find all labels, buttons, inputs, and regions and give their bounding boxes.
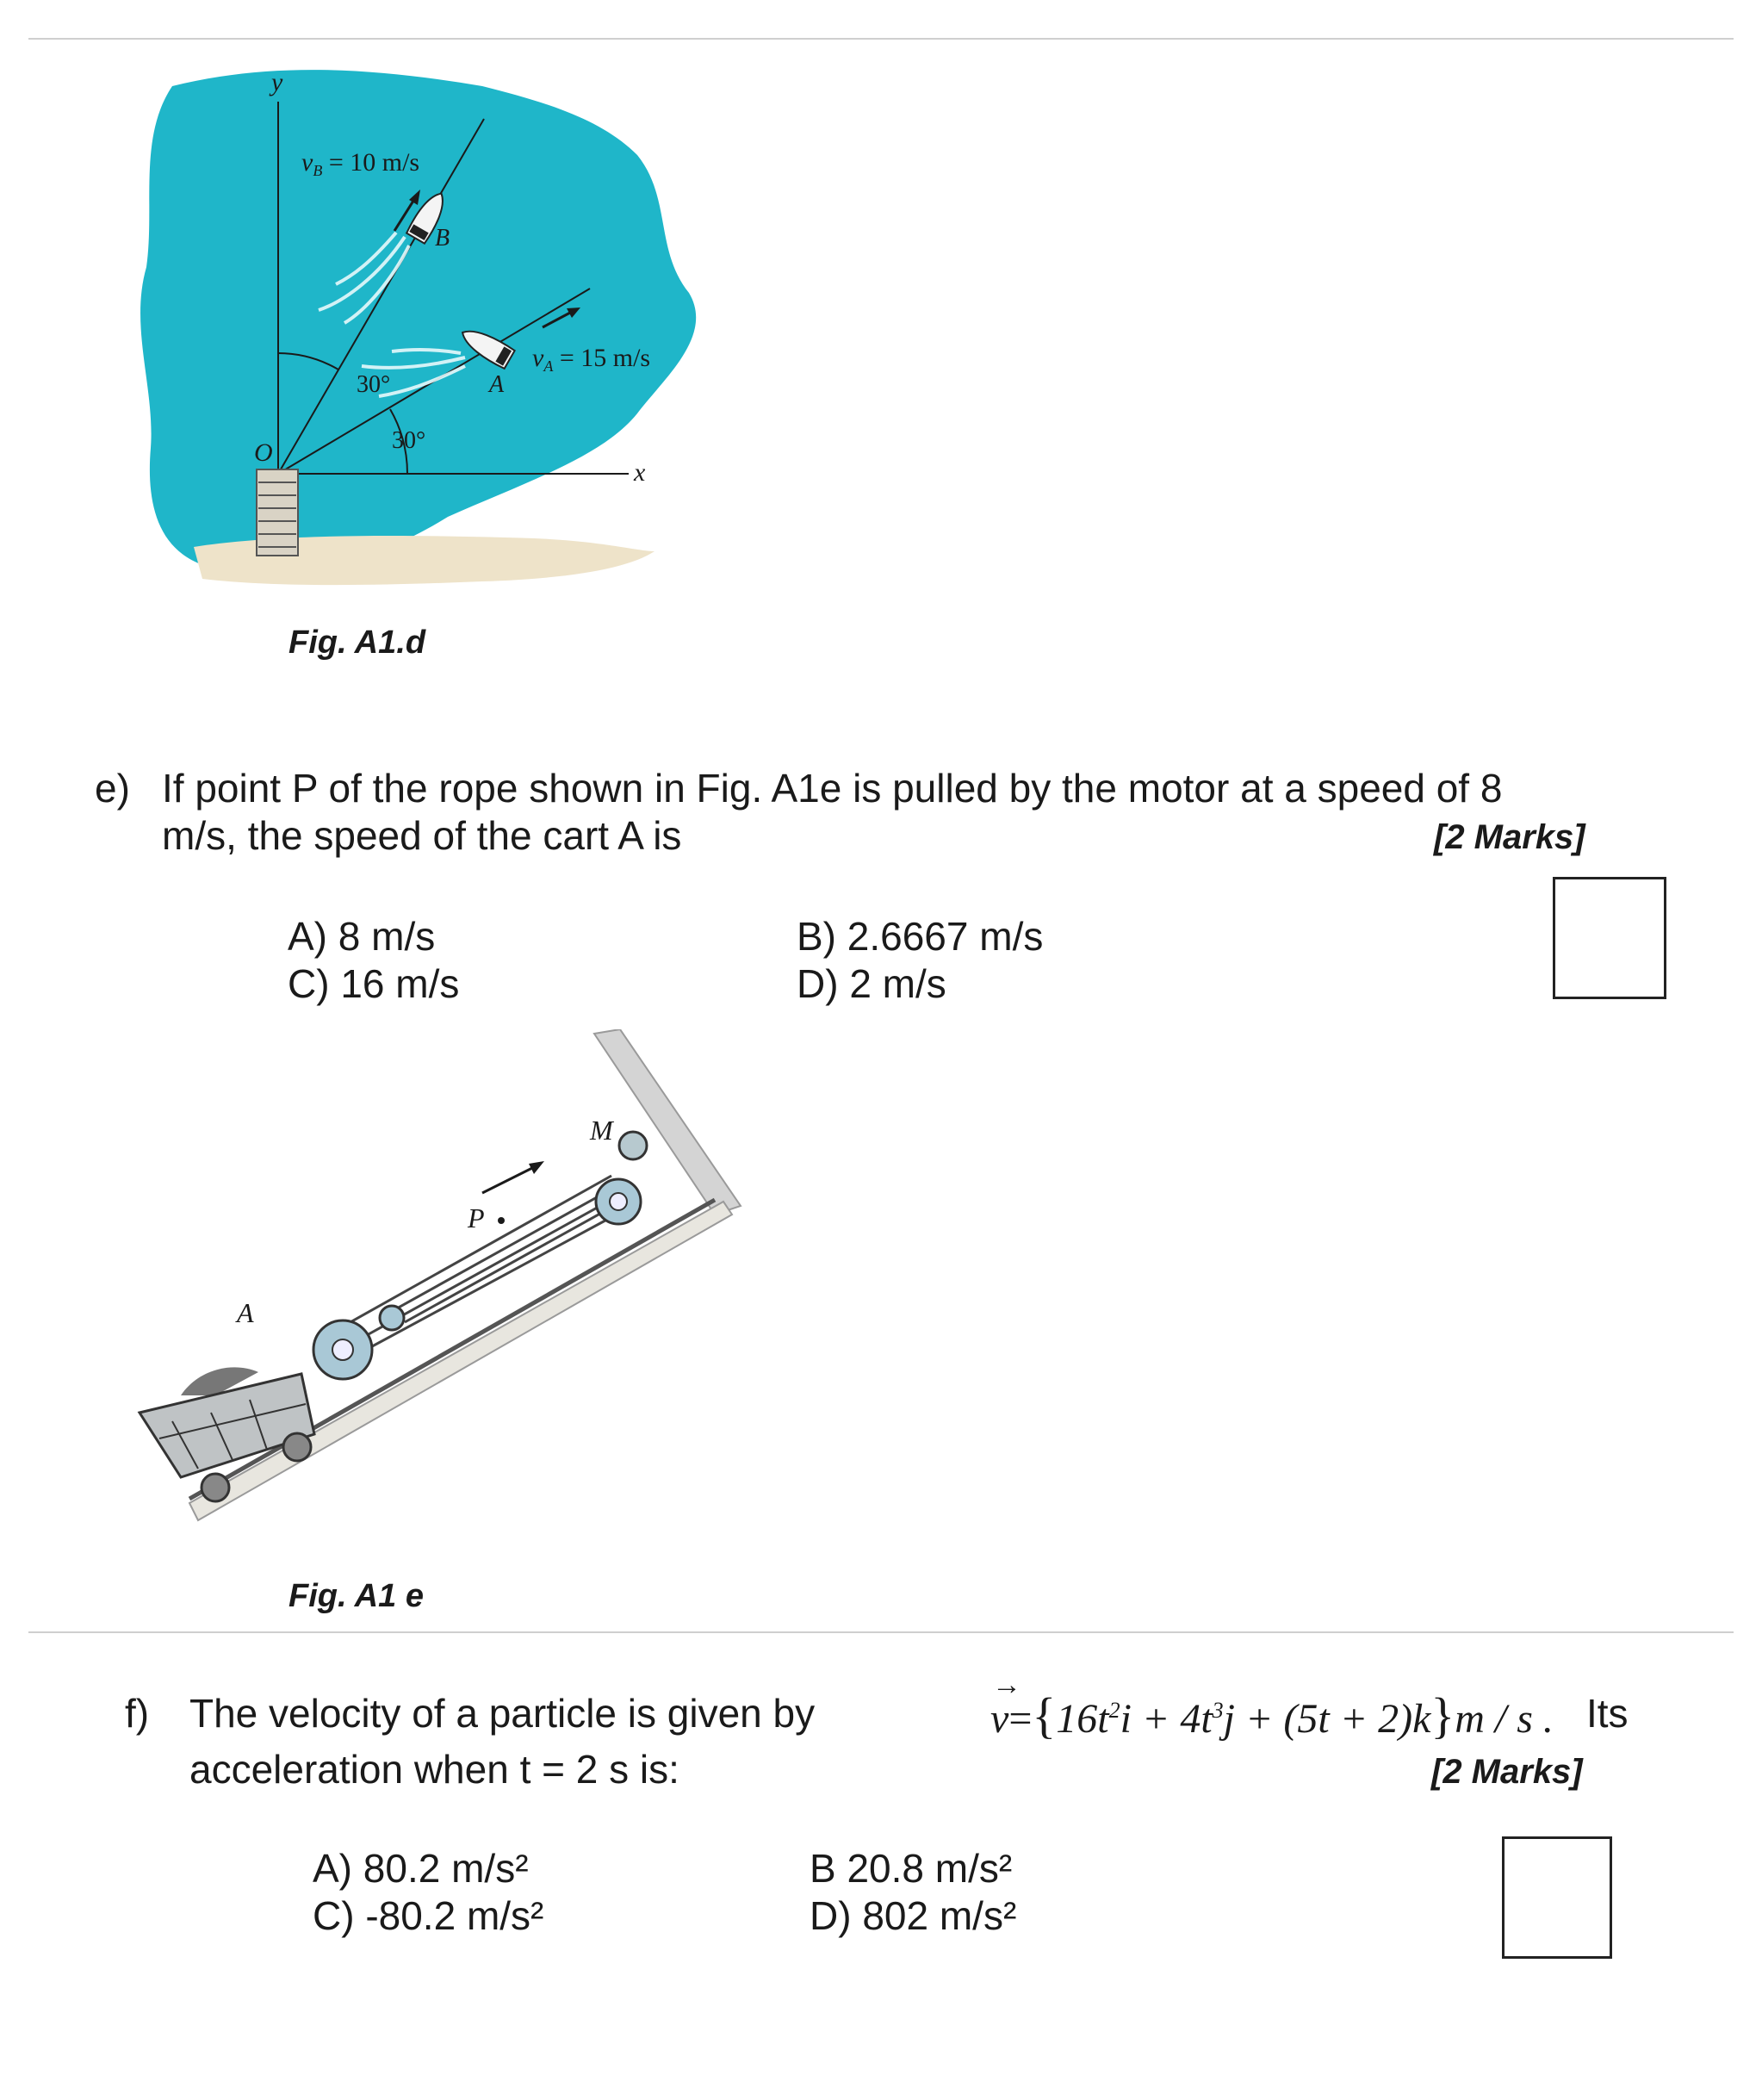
cart-a — [140, 1367, 314, 1501]
fig-a1e-caption: Fig. A1 e — [288, 1578, 424, 1614]
equation-term2: + 4t — [1131, 1696, 1213, 1742]
dock — [257, 469, 298, 556]
origin-label: O — [254, 438, 273, 467]
angle-lower-label: 30° — [392, 427, 426, 454]
question-e-answer-box[interactable] — [1553, 877, 1666, 999]
vector-arrow-icon: → — [992, 1669, 1021, 1701]
equation-term3: + (5t + 2)k — [1235, 1696, 1431, 1742]
va-label: $v_A = 15$ m/s — [532, 344, 651, 375]
motor-label: M — [590, 1115, 613, 1146]
velocity-equation — [990, 1669, 1554, 1744]
fig-a1d-caption: Fig. A1.d — [288, 624, 426, 661]
angle-upper-label: 30° — [357, 371, 391, 398]
equation-lhs: v — [990, 1696, 1009, 1742]
question-f-option-d[interactable]: D) 802 m/s² — [810, 1893, 1017, 1938]
track — [189, 1202, 732, 1520]
question-f-number: f) — [125, 1691, 150, 1736]
vb-label: $v_B = 10$ m/s — [301, 148, 420, 179]
question-f-text-end: Its — [1586, 1691, 1629, 1736]
pull-arrow-p — [482, 1161, 544, 1193]
x-axis-label: x — [634, 458, 646, 487]
question-e-marks: [2 Marks] — [1434, 818, 1585, 856]
rope-1 — [327, 1176, 611, 1335]
equation-equals: = — [1008, 1696, 1033, 1742]
boat-a-label: A — [489, 371, 505, 398]
motor-pulley — [619, 1132, 647, 1159]
question-e-text-line2: m/s, the speed of the cart A is — [162, 813, 682, 858]
question-f-option-a[interactable]: A) 80.2 m/s² — [313, 1846, 529, 1891]
top-divider — [28, 38, 1734, 40]
question-e-option-b[interactable]: B) 2.6667 m/s — [797, 914, 1044, 959]
equation-exp2: 3 — [1212, 1698, 1224, 1723]
point-p-dot — [498, 1217, 505, 1224]
pulley-mid — [380, 1306, 404, 1330]
equation-brace-open: { — [1032, 1687, 1057, 1743]
question-e-option-a[interactable]: A) 8 m/s — [288, 914, 436, 959]
equation-brace-close: } — [1430, 1687, 1455, 1743]
boat-b-label: B — [435, 225, 450, 252]
equation-exp1: 2 — [1108, 1698, 1120, 1723]
equation-term1: 16t — [1056, 1696, 1109, 1742]
question-f-text-line2: acceleration when t = 2 s is: — [189, 1747, 679, 1792]
question-f-option-b[interactable]: B 20.8 m/s² — [810, 1846, 1013, 1891]
equation-units: m / s . — [1455, 1696, 1554, 1742]
cart-label: A — [237, 1297, 254, 1328]
question-f-answer-box[interactable] — [1502, 1836, 1612, 1959]
rail — [189, 1200, 715, 1499]
question-f-text-line1: The velocity of a particle is given by — [189, 1691, 816, 1736]
water-area — [140, 70, 696, 574]
equation-unit2: j — [1223, 1696, 1235, 1742]
question-f-option-c[interactable]: C) -80.2 m/s² — [313, 1893, 544, 1938]
middle-divider — [28, 1631, 1734, 1633]
figure-a1e — [129, 1029, 749, 1529]
question-e-option-c[interactable]: C) 16 m/s — [288, 961, 460, 1006]
equation-unit1: i — [1120, 1696, 1132, 1742]
question-e-number: e) — [95, 766, 130, 811]
y-axis-label: y — [271, 68, 283, 96]
figure-a1d — [121, 52, 741, 603]
point-p-label: P — [468, 1202, 485, 1233]
question-e-text-line1: If point P of the rope shown in Fig. A1e is pulled by the motor at a speed of 8 — [162, 766, 1503, 811]
question-f-marks: [2 Marks] — [1431, 1753, 1583, 1791]
question-e-option-d[interactable]: D) 2 m/s — [797, 961, 946, 1006]
